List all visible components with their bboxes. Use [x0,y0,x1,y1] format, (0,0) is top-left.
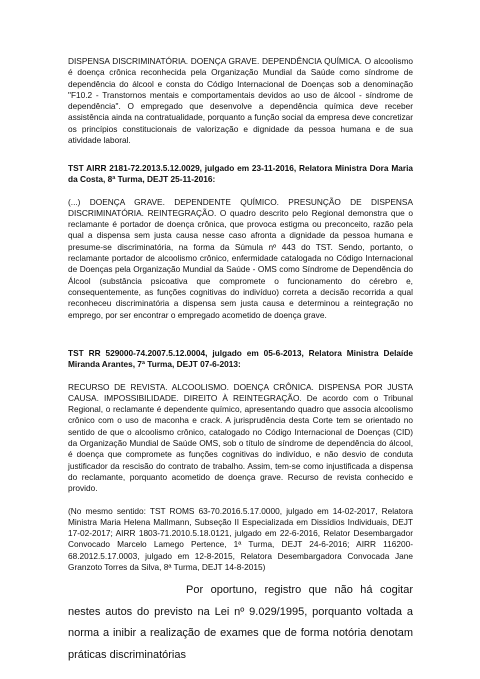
precedent-text: RECURSO DE REVISTA. ALCOOLISMO. DOENÇA CRÔNICA. DISPENSA POR JUSTA CAUSA. IMPOSSIBILIDADE. DIREITO À REINTEGRAÇÃO. De acordo com o Tribunal Regional, o reclamante é dependente químico, apresentando quadro que associa alcoolismo crônico com o uso de maconha e crack. A jurisprudência desta Corte tem se orientado no sentido de que o alcoolismo crônico, catalogado no Código Internacional de Doenças (CID) da Organização Mundial de Saúde OMS, sob o título de síndrome de dependência do álcool, é doença que compromete as funções cognitivas do indivíduo, e não desvio de conduta justificador da rescisão do contrato de trabalho. Assim, tem-se como injustificada a dispensa do reclamante, porquanto acometido de doença grave. Recurso de revista conhecido e provido. [68,381,413,494]
ementa-text: DISPENSA DISCRIMINATÓRIA. DOENÇA GRAVE. DEPENDÊNCIA QUÍMICA. O alcoolismo é doença crônica reconhecida pela Organização Mundial da Saúde como síndrome de dependência do álcool e consta do Código Internacional de Doenças sob a denominação "F10.2 - Transtornos mentais e comportamentais devidos ao uso de álcool - síndrome de dependência". O empregado que desenvolve a dependência química deve receber assistência ainda na contratualidade, porquanto a função social da empresa deve concretizar os princípios constitucionais de valorização e dignidade da pessoa humana e de sua atividade laboral. [68,56,413,146]
precedent-heading: TST AIRR 2181-72.2013.5.12.0029, julgado em 23-11-2016, Relatora Ministra Dora Maria da Costa, 8ª Turma, DEJT 25-11-2016: [68,163,413,185]
precedent-block-3 [68,348,413,573]
precedent-block-2 [68,163,413,321]
precedent-text: (...) DOENÇA GRAVE. DEPENDENTE QUÍMICO. PRESUNÇÃO DE DISPENSA DISCRIMINATÓRIA. REINTEGRAÇÃO. O quadro descrito pelo Regional demonstra que o reclamante é portador de doença crônica, que provoca estigma ou preconceito, razão pela qual a dispensa sem justa causa nesse caso afronta a dignidade da pessoa humana e presume-se discriminatória, na forma da Súmula nº 443 do TST. Sendo, portanto, o reclamante portador de alcoolismo crônico, enfermidade catalogada no Código Internacional de Doenças pela Organização Mundial da Saúde - OMS como Síndrome de Dependência do Álcool (substância psicoativa que compromete o funcionamento do cérebro e, consequentemente, as funções cognitivas do indivíduo) correta a decisão recorrida a qual reconheceu discriminatória a dispensa sem justa causa e determinou a reintegração no emprego, por ser encontrar o empregado acometido de doença grave. [68,196,413,320]
precedent-heading: TST RR 529000-74.2007.5.12.0004, julgado em 05-6-2013, Relatora Ministra Delaíde Miranda Arantes, 7ª Turma, DEJT 07-6-2013: [68,348,413,370]
precedent-note: (No mesmo sentido: TST ROMS 63-70.2016.5.17.0000, julgado em 14-02-2017, Relatora Ministra Maria Helena Mallmann, Subseção II Especializada em Dissídios Individuais, DEJT 17-02-2017; AIRR 1803-71.2010.5.18.0121, julgado em 22-6-2016, Relator Desembargador Convocado Marcelo Lamego Pertence, 1ª Turma, DEJT 24-6-2016; AIRR 116200-68.2012.5.17.0003, julgado em 12-8-2015, Relatora Desembargadora Convocada Jane Granzoto Torres da Silva, 8ª Turma, DEJT 14-8-2015) [68,505,413,573]
body-paragraph: Por oportuno, registro que não há cogitar nestes autos do previsto na Lei nº 9.029/1995, porquanto voltada a norma a inibir a realização de exames que de forma notória denotam práticas discriminatórias [68,584,413,661]
ementa-block-1 [68,56,413,146]
